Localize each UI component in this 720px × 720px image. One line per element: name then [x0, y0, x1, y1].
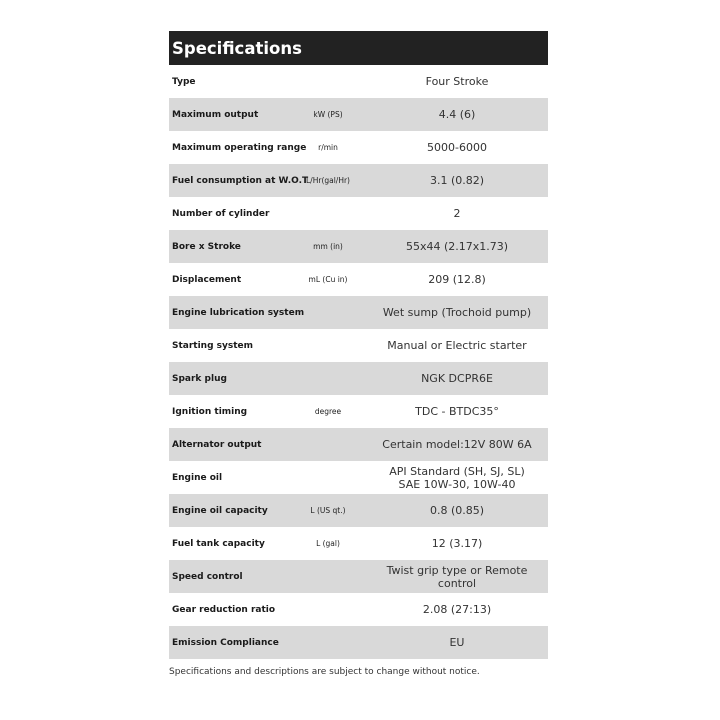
spec-label: Maximum output — [172, 109, 259, 120]
specifications-table — [169, 65, 548, 659]
spec-row — [169, 197, 548, 230]
spec-row — [169, 527, 548, 560]
spec-label: Number of cylinder — [172, 208, 270, 219]
spec-value: 0.8 (0.85) — [429, 504, 485, 517]
specifications-sheet — [169, 31, 548, 659]
spec-unit: mm (in) — [313, 242, 343, 251]
spec-row — [169, 626, 548, 659]
spec-row — [169, 296, 548, 329]
spec-row — [169, 329, 548, 362]
spec-unit: kW (PS) — [313, 110, 343, 119]
spec-value: Four Stroke — [425, 75, 489, 88]
spec-label: Alternator output — [172, 439, 262, 450]
spec-label: Maximum operating range — [172, 142, 307, 153]
spec-unit: degree — [314, 407, 342, 416]
spec-value: NGK DCPR6E — [421, 372, 493, 385]
spec-value: 5000-6000 — [427, 141, 487, 154]
spec-label: Fuel consumption at W.O.T — [172, 175, 309, 186]
spec-unit: r/min — [318, 143, 338, 152]
spec-row — [169, 494, 548, 527]
spec-label: Gear reduction ratio — [172, 604, 276, 615]
spec-unit: L (gal) — [316, 539, 340, 548]
spec-value: Manual or Electric starter — [387, 339, 527, 352]
spec-unit: L/Hr(gal/Hr) — [306, 176, 350, 185]
spec-value: 4.4 (6) — [438, 108, 476, 121]
spec-label: Type — [172, 76, 196, 87]
specifications-title: Specifications — [169, 31, 548, 65]
spec-label: Spark plug — [172, 373, 227, 384]
spec-label: Starting system — [172, 340, 254, 351]
spec-label: Speed control — [172, 571, 243, 582]
spec-row — [169, 428, 548, 461]
spec-unit: mL (Cu in) — [308, 275, 348, 284]
spec-row — [169, 164, 548, 197]
spec-label: Engine oil — [172, 472, 223, 483]
spec-value: 2 — [453, 207, 461, 220]
spec-label: Engine oil capacity — [172, 505, 268, 516]
spec-row — [169, 461, 548, 494]
spec-value: API Standard (SH, SJ, SL) SAE 10W-30, 10W-40 — [389, 464, 525, 491]
spec-row — [169, 65, 548, 98]
spec-label: Emission Compliance — [172, 637, 279, 648]
spec-row — [169, 593, 548, 626]
spec-label: Displacement — [172, 274, 242, 285]
spec-label: Fuel tank capacity — [172, 538, 265, 549]
spec-row — [169, 362, 548, 395]
spec-label: Ignition timing — [172, 406, 248, 417]
spec-row — [169, 560, 548, 593]
spec-row — [169, 395, 548, 428]
spec-unit: L (US qt.) — [310, 506, 346, 515]
spec-value: 3.1 (0.82) — [429, 174, 485, 187]
spec-row — [169, 230, 548, 263]
spec-value: Certain model:12V 80W 6A — [382, 438, 532, 451]
spec-row — [169, 263, 548, 296]
spec-label: Bore x Stroke — [172, 241, 241, 252]
footnote: Specifications and descriptions are subject to change without notice. — [169, 667, 480, 677]
spec-value: 55x44 (2.17x1.73) — [405, 240, 509, 253]
spec-value: 209 (12.8) — [428, 273, 486, 286]
spec-value: Twist grip type or Remote control — [386, 563, 528, 590]
spec-row — [169, 131, 548, 164]
spec-value: EU — [449, 636, 465, 649]
spec-value: 12 (3.17) — [431, 537, 483, 550]
spec-value: 2.08 (27:13) — [422, 603, 492, 616]
spec-label: Engine lubrication system — [172, 307, 305, 318]
spec-row — [169, 98, 548, 131]
spec-value: Wet sump (Trochoid pump) — [382, 306, 532, 319]
spec-value: TDC - BTDC35° — [415, 405, 499, 418]
